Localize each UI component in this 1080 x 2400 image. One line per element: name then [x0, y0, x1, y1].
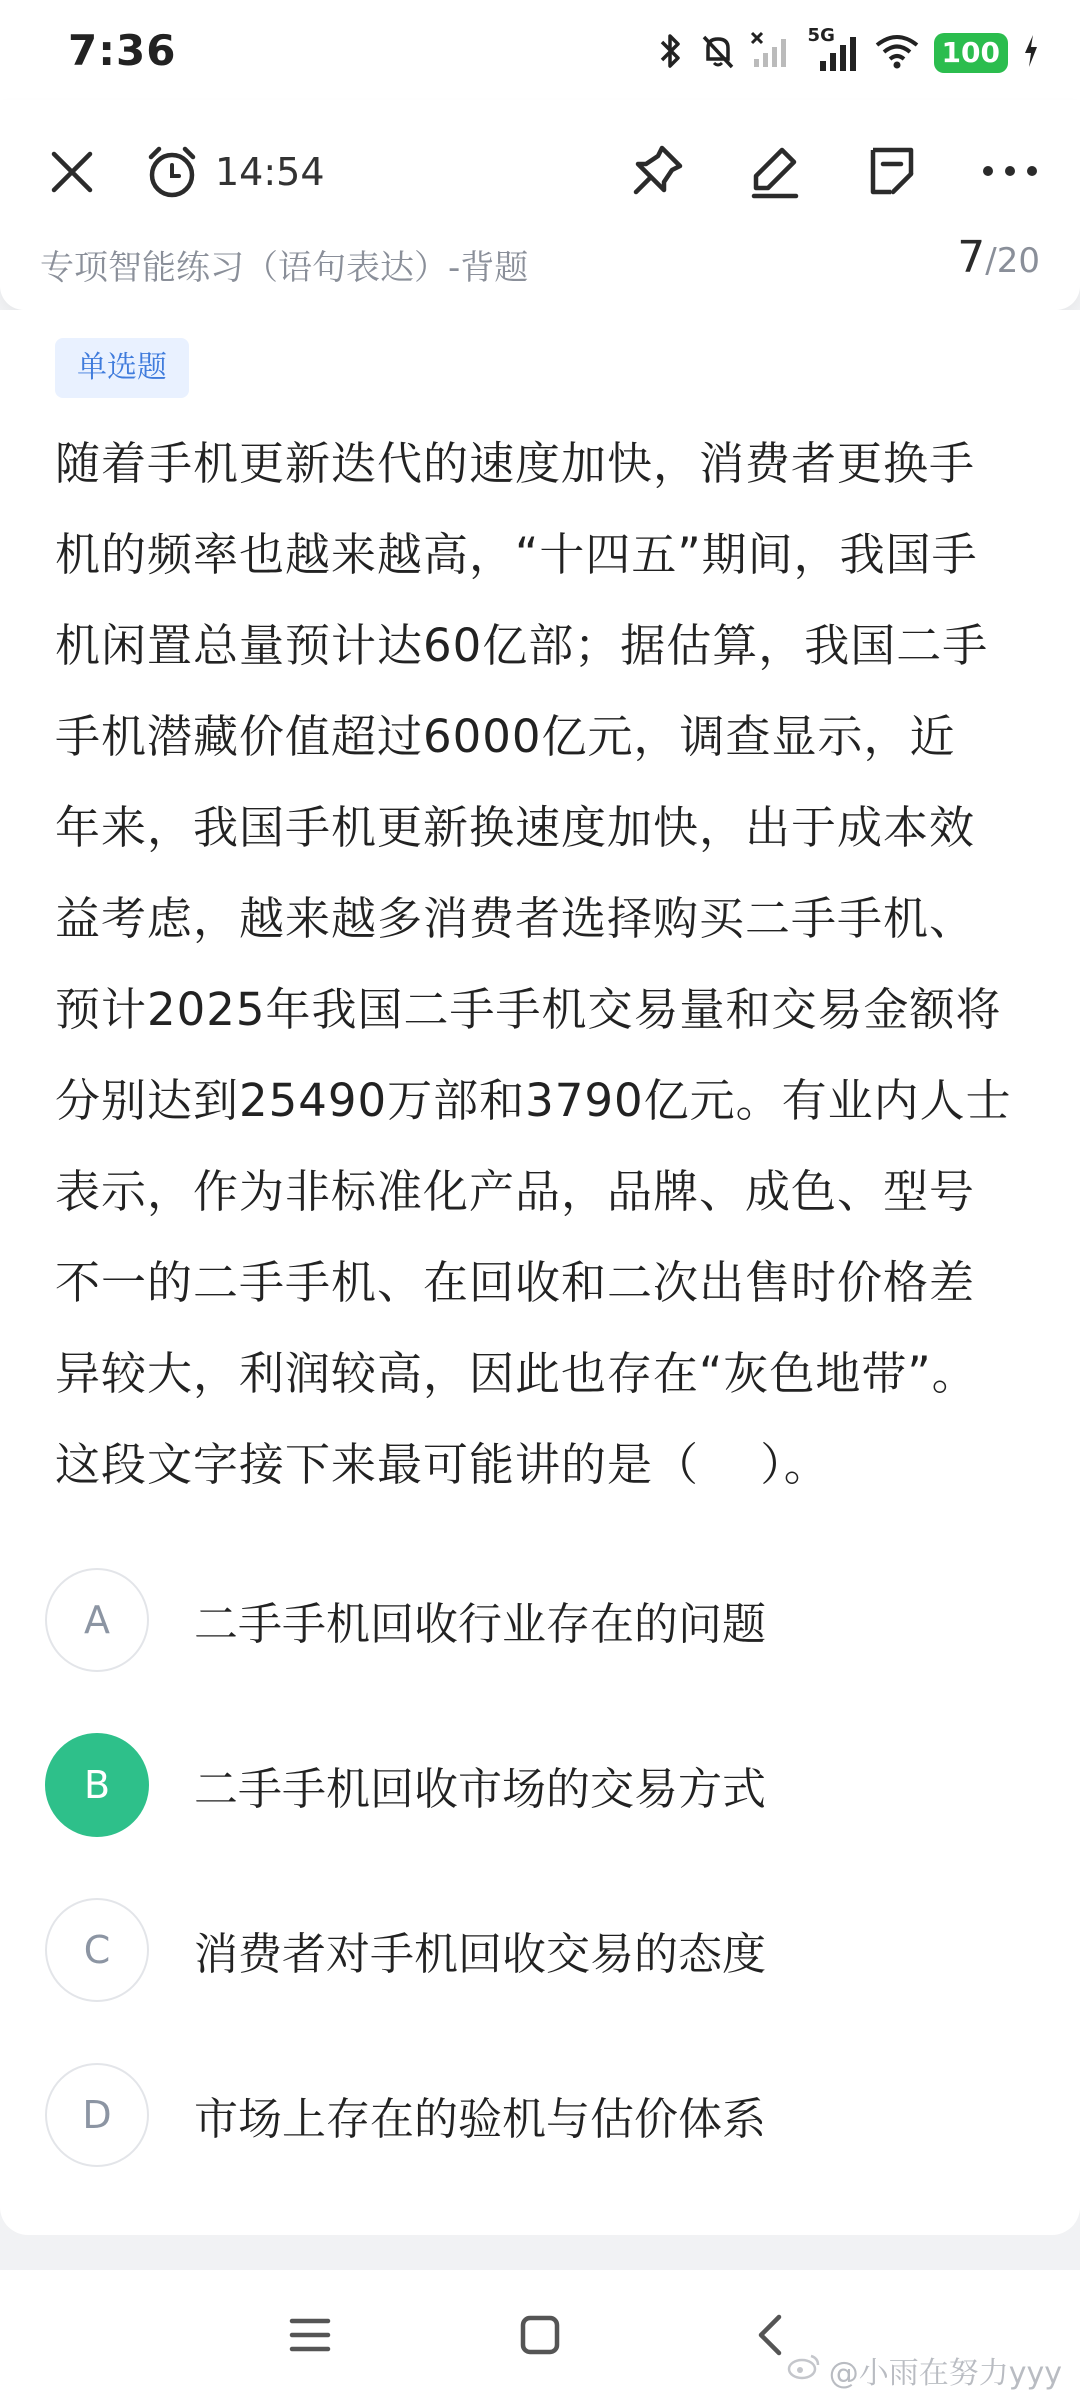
question-line: 分别达到25490万部和3790亿元。有业内人士 [55, 1074, 1012, 1127]
progress-total: /20 [985, 241, 1040, 281]
no-signal-icon [750, 31, 794, 75]
timer: 14:54 [215, 150, 325, 194]
question-line: 年来，我国手机更新换速度加快，出于成本效 [55, 801, 976, 854]
edit-icon[interactable] [740, 136, 810, 206]
signal-icon [807, 25, 860, 75]
question-line: 表示，作为非标准化产品，品牌、成色、型号 [55, 1165, 976, 1218]
note-icon[interactable] [857, 136, 927, 206]
option-a-letter: A [45, 1568, 149, 1672]
question-text [55, 418, 1035, 1510]
question-line: 随着手机更新迭代的速度加快，消费者更换手 [55, 437, 976, 490]
menu-icon[interactable] [280, 2305, 340, 2365]
weibo-icon [787, 2352, 821, 2388]
question-type-badge: 单选题 [55, 338, 189, 398]
option-a-text: 二手手机回收行业存在的问题 [194, 1599, 766, 1650]
option-c[interactable] [45, 1895, 1045, 2005]
status-bar [0, 0, 1080, 100]
option-c-letter: C [45, 1898, 149, 2002]
bluetooth-icon [656, 31, 686, 75]
battery-icon: 100 [934, 33, 1008, 73]
close-icon[interactable] [40, 140, 104, 204]
watermark-text: @小雨在努力yyy [828, 2356, 1062, 2391]
pin-icon[interactable] [622, 136, 692, 206]
question-line: 机的频率也越来越高，“十四五”期间，我国手 [55, 528, 978, 581]
option-b[interactable] [45, 1730, 1045, 1840]
question-line: 预计2025年我国二手手机交易量和交易金额将 [55, 983, 1002, 1036]
watermark [787, 2348, 1062, 2392]
more-icon[interactable] [970, 136, 1050, 206]
question-line: 手机潜藏价值超过6000亿元，调查显示，近 [55, 710, 956, 763]
question-line: 这段文字接下来最可能讲的是（ ）。 [55, 1438, 830, 1491]
charging-icon [1022, 33, 1040, 73]
network-type-label: 5G [807, 25, 835, 46]
option-d-letter: D [45, 2063, 149, 2167]
question-line: 异较大，利润较高，因此也存在“灰色地带”。 [55, 1347, 978, 1400]
breadcrumb: 专项智能练习（语句表达）-背题 [40, 248, 529, 288]
option-b-letter: B [45, 1733, 149, 1837]
question-progress [957, 232, 1040, 283]
progress-current: 7 [957, 232, 986, 283]
wifi-icon [874, 31, 920, 75]
alarm-clock-icon [138, 138, 206, 206]
question-line: 益考虑，越来越多消费者选择购买二手手机、 [55, 892, 976, 945]
home-icon[interactable] [510, 2305, 570, 2365]
option-c-text: 消费者对手机回收交易的态度 [194, 1929, 766, 1980]
option-b-text: 二手手机回收市场的交易方式 [194, 1764, 766, 1815]
question-line: 机闲置总量预计达60亿部；据估算，我国二手 [55, 619, 989, 672]
option-a[interactable] [45, 1565, 1045, 1675]
status-time: 7:36 [68, 26, 177, 75]
status-icons [656, 25, 1040, 78]
mute-icon [700, 31, 736, 75]
option-d-text: 市场上存在的验机与估价体系 [194, 2094, 766, 2145]
question-line: 不一的二手手机、在回收和二次出售时价格差 [55, 1256, 976, 1309]
option-d[interactable] [45, 2060, 1045, 2170]
